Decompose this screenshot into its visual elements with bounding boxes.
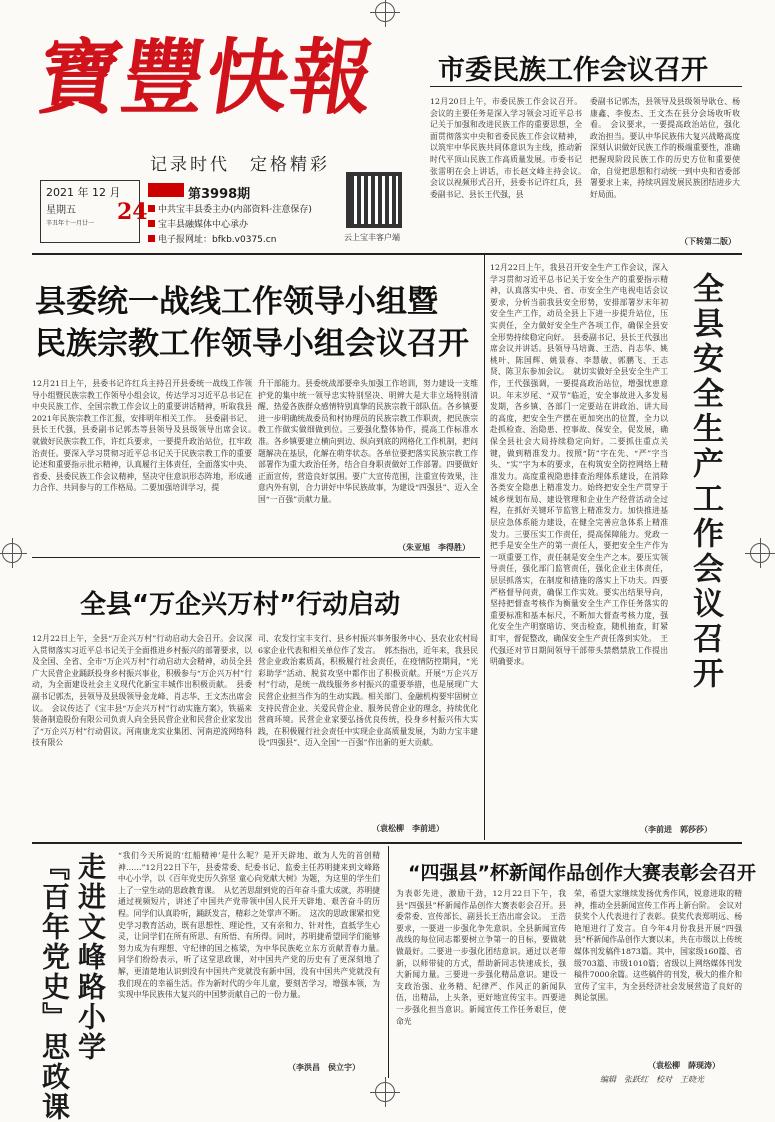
- article-d-text: 12月22日上午，我县召开安全生产工作会议，深入学习贯彻习近平总书记关于安全生产的重要指示精神，认真落实中央、省、市安全生产电视电话会议要求，分析当前我县安全形势，安排部署岁末年初安全生产工作，动员全县上下进一步提升站位，压实责任，全力做好安全生产各项工作，确保全县安全形势持续稳定向好。 县委副书记、县长王代强出席会议并讲话。县领导马培冀、王浩、肖志华、姚桃叶、陈国辉、姚景春、李慧敏、郭鹏飞、王志贤、陈卫东参加会议。 就切实做好全县安全生产工作，王代强强调，一要提高政治站位，增强忧患意识。年末岁尾、“双节”临近，安全事故进入多发易发期，各乡镇、各部门一定要站在讲政治、讲大局的高度，把安全生产摆在更加突出的位置，全力以赴抓检查、治隐患、控事故、保安全，促发展，确保全县社会大局持续稳定向好。二要抓住重点关键，做到精准发力。按照“防”字在先、“严”字当头、“实”字为本的要求，在构筑安全防控网络上精准发力。高度重视隐患排查治理体系建设，在消除各类安全隐患上精准发力。始终把安全生产贯穿于城乡规划布局、建设管理和企业生产经营活动全过程，在抓好关键环节监管上精准发力。加快推进基层应急体系能力建设，在健全完善应急体系上精准发力。三要压实工作责任，提高保障能力。党政一把手是安全生产的第一责任人，要把安全生产作为一项重要工作，责任制是安全生产之本。要压实领导责任，强化部门监管责任，强化企业主体责任，层层抓落实，在制度和措施的落实上下功夫。四要严格督导问责，确保工作实效。要实出结果导向，坚持把督查考核作为衡量安全生产工作任务落实的重要标准和基本标尺，不断加大督查考核力度，强化安全生产明察暗访、突击检查，随机抽查，盯紧盯牢，督促整改，确保安全生产责任落到实处。 王代强还对节日期间领导干部带头禁燃禁放工作提出明确要求。: [490, 263, 668, 667]
- issue-number: 第3998期: [188, 187, 251, 202]
- issue-bar: [148, 183, 184, 197]
- publisher-line: 宝丰县融媒体中心承办: [148, 218, 312, 233]
- article-e-title-line2: 『百年党史』思政课: [38, 852, 71, 1122]
- masthead-slogan: 记录时代 定格精彩: [150, 155, 330, 175]
- editors-line: 编辑 张跃红 校对 王晓光: [600, 1075, 704, 1084]
- article-e-byline: （李洪昌 侯立宇）: [288, 1063, 360, 1072]
- weekday: 星期五: [46, 205, 76, 216]
- publisher-info: [148, 203, 312, 248]
- publisher-line: 电子报网址：bfkb.v0375.cn: [148, 233, 312, 248]
- date-line: 2021 年 12 月: [46, 186, 121, 199]
- article-f-byline: （袁松柳 薛现涛）: [648, 1061, 720, 1070]
- article-c-title: 全县“万企兴万村”行动启动: [80, 590, 401, 620]
- registration-mark-left: [2, 543, 22, 563]
- masthead-logo: 寶豐快報: [31, 30, 382, 126]
- divider: [388, 846, 389, 1078]
- registration-mark-bottom: [375, 1082, 395, 1102]
- qr-caption: 云上宝丰客户端: [344, 233, 400, 242]
- article-b-title-line2: 民族宗教工作领导小组会议召开: [35, 326, 469, 362]
- article-d-title: 全县安全生产工作会议召开: [687, 272, 723, 692]
- article-a-col2: 委副书记郭杰，县领导及县级领导耿仓、杨康鑫、李俊杰、王文杰在县分会场收听收看。 会议要求，一要提高政治站位，强化政治担当。要认中华民族伟大复兴战略高度深刻认识做好民族工作的极端重要性，准确把握现阶段民族工作的历史方位和重要使命，自觉把思想和行动统一到中央和省委部署要求上来，持续巩固发展民族团结进步大好局面。: [590, 97, 740, 199]
- article-e-title-line1: 走进文峰路小学: [74, 852, 107, 1062]
- article-a-col1: 12月20日上午，市委民族工作会议召开。会议的主要任务是深入学习领会习近平总书记关于加强和改进民族工作的重要思想，全面贯彻落实中央和省委民族工作会议精神，以筑牢中华民族共同体意识为主线，推动新时代平顶山民族工作高质量发展。市委书记张雷明在会上讲话，市长赵文峰主持会议。 会议以视频形式召开，县委书记许红兵，县委副书记、县长王代强，县: [430, 97, 590, 199]
- article-c-col2: 司、农发行宝丰支行、县乡村振兴事务服务中心、县农业农村局6家企业代表和相关单位作了发言。 郭杰指出，近年来，我县民营企业政治素质高，积极履行社会责任，在疫情防控期间，“光彩助学”活动、脱贫攻坚中都作出了积极贡献。开展“万企兴万村”行动，是统一战线服务乡村振兴的重要举措，也是展现广大民营企业担当作为的生动实践。相关部门、金融机构要牢固树立支持民营企业、关爱民营企业、服务民营企业的理念，持续优化营商环境。民营企业家要弘扬优良传统，投身乡村振兴伟大实践，在积极履行社会责任中实现企业高质量发展，为助力宝丰建设“四强县”、迈入全国“一百强”作出新的更大贡献。: [258, 634, 478, 748]
- date-box: [40, 180, 148, 243]
- article-f-col2: 荣，希望大家继续发扬优秀作风，锐意进取的精神，推动全县新闻宣传工作再上新台阶。 会议对获奖个人代表进行了表彰。获奖代表郑明远、杨艳旭进行了发言。自今年4月份我县开展“四强县”杯新闻作品创作大赛以来，共在市级以上传统媒体刊发稿件1873篇。其中，国家级160篇、省级703篇、市级1010篇；省级以上网络媒体刊发稿件7000余篇。这些稿件的刊发，极大的推介和宣传了宝丰，为全县经济社会发展营造了良好的舆论氛围。: [574, 889, 742, 1003]
- article-e-text: “我们今天所说的‘红船精神’是什么呢？是开天辟地、敢为人先的首创精神……”12月22日下午，县委常委、纪委书记、监委主任苏明捷来到文峰路中心小学，以《百年党史历久弥坚 童心向党献大树》为题，为这里的学生们上了一堂生动的思政教育课。 从忆苦思甜到党的百年奋斗重大成就，苏明捷通过视频短片，讲述了中国共产党带领中国人民开天辟地、艰苦奋斗的历程。同学们认真聆听，踊跃发言，精彩之处掌声不断。 这次的思政课紧扣党史学习教育活动，既有思想性、理论性，又有亲和力、针对性，直抵学生心灵，让同学们在所有所思、有所悟、有所得。同时，苏明捷希望同学们能够努力成为有理想、守纪律的国之栋梁，为中华民族屹立东方贡献青春力量。 同学们纷纷表示，听了这堂思政课，对中国共产党的历史有了更深刻地了解，更清楚地认识到没有中国共产党就没有新中国，没有中国共产党就没有我们现在的幸福生活。作为新时代的少年儿童，要刻苦学习，增强本领，为实现中华民族伟大复兴的中国梦贡献自己的一份力量。: [118, 851, 388, 1000]
- publisher-line: 中共宝丰县委主办(内部资料·注意保存): [148, 203, 312, 218]
- lunar-date: 辛丑年十一月廿一: [46, 220, 95, 227]
- article-b-col2: 升干部能力。县委统战部要牵头加强工作培训，努力建设一支维护党的集中统一领导忠实特别坚决、明辨大是大非立场特别清醒、热爱各族群众感情特别真挚的民族宗教干部队伍。各乡镇要进一步明确统战委员和村协理员的民族宗教工作职责，把民族宗教工作做实做细做到位。三要强化整体协作，提高工作标准水准。各乡镇要建立横向到边、纵向到底的网格化工作机制，把问题解决在基层，化解在萌芽状态。各单位要把落实民族宗教工作部署作为重大政治任务，结合自身职责做好工作部署。四要做好正面宣传，营造良好氛围。要广大宣传范围，注重宣传效果，注意内外有别，合力讲好中华民族故事，为建设“四强县”、迈入全国“一百强”贡献力量。: [258, 379, 478, 504]
- day-number: 24: [117, 199, 148, 225]
- article-f-col1: 为表彰先进，激励干劲，12月22日下午，我县“四强县”杯新闻作品创作大赛表彰会召开。县委常委、宣传部长、副县长王浩出席会议。 王浩要求，一要进一步强化争先意识。全县新闻宣传战线的每位同志都要树立争第一的目标，要做就做最好。二要进一步强化团结意识。通过以老带新，以师带徒的方式，帮助新同志快速成长，强大新闻力量。三要进一步强化精品意识。建设一支政治强、业务精、纪律严、作风正的新闻队伍，出精品，上头条，更好地宣传宝丰。四要进一步强化担当意识。新闻宣传工作任务艰巨，使命光: [396, 889, 566, 1026]
- article-f-title: “四强县”杯新闻作品创作大赛表彰会召开: [408, 862, 756, 884]
- divider: [32, 557, 480, 558]
- divider: [430, 86, 742, 87]
- article-b-col1: 12月21日上午，县委书记许红兵主持召开县委统一战线工作领导小组暨民族宗教工作领导小组会议，传达学习习近平总书记在中央民族工作、全国宗教工作会议上的重要讲话精神，听取我县2021年民族宗教工作汇报，安排明年相关工作。 县委副书记、县长王代强，县委副书记郭杰等县领导及县级领导出席会议。 就做好民族宗教工作，许红兵要求，一要提升政治站位，扛牢政治责任。要深入学习贯彻习近平总书记关于民族宗教工作的重要论述和重要指示批示精神，认真履行主体责任，全面落实中央、省委、县委民族工作会议精神，坚决守住意识形态阵地，形成通力合作、共同参与的工作格局。二要加强培训学习，提: [32, 379, 260, 493]
- qr-code: [346, 172, 402, 228]
- registration-mark-top: [375, 2, 395, 22]
- article-c-col1: 12月22日上午，全县“万企兴万村”行动启动大会召开。会议深入贯彻落实习近平总书记关于全面推进乡村振兴的部署要求，以及全国、全省、全市“万企兴万村”行动启动大会精神，动员全县广大民营企业踊跃投身乡村振兴事业，积极参与“万企兴万村”行动，为全面建设社会主义现代化新宝丰城作出积极贡献。 县委副书记郭杰，县领导及县级领导金龙峰、肖志华、王文杰出席会议。 会议传达了《宝丰县“万企兴万村”行动实施方案》，铁福来装备制造股份有限公司负责人向全县民营企业和民营企业家发出了“万企兴万村”行动倡议。河南康龙实业集团、河南逆流网络科技有限公: [32, 634, 252, 748]
- article-c-byline: （袁松柳 李前进）: [372, 824, 444, 833]
- article-d-byline: （李前进 郭莎莎）: [640, 825, 712, 834]
- divider: [32, 842, 742, 844]
- article-b-byline: （朱亚旭 李得胜）: [398, 543, 470, 552]
- article-a-title: 市委民族工作会议召开: [438, 55, 708, 86]
- divider: [32, 253, 742, 255]
- registration-mark-right: [750, 543, 770, 563]
- divider: [484, 255, 485, 840]
- article-a-continued: （下转第二版）: [680, 237, 736, 246]
- article-b-title-line1: 县委统一战线工作领导小组暨: [35, 284, 438, 320]
